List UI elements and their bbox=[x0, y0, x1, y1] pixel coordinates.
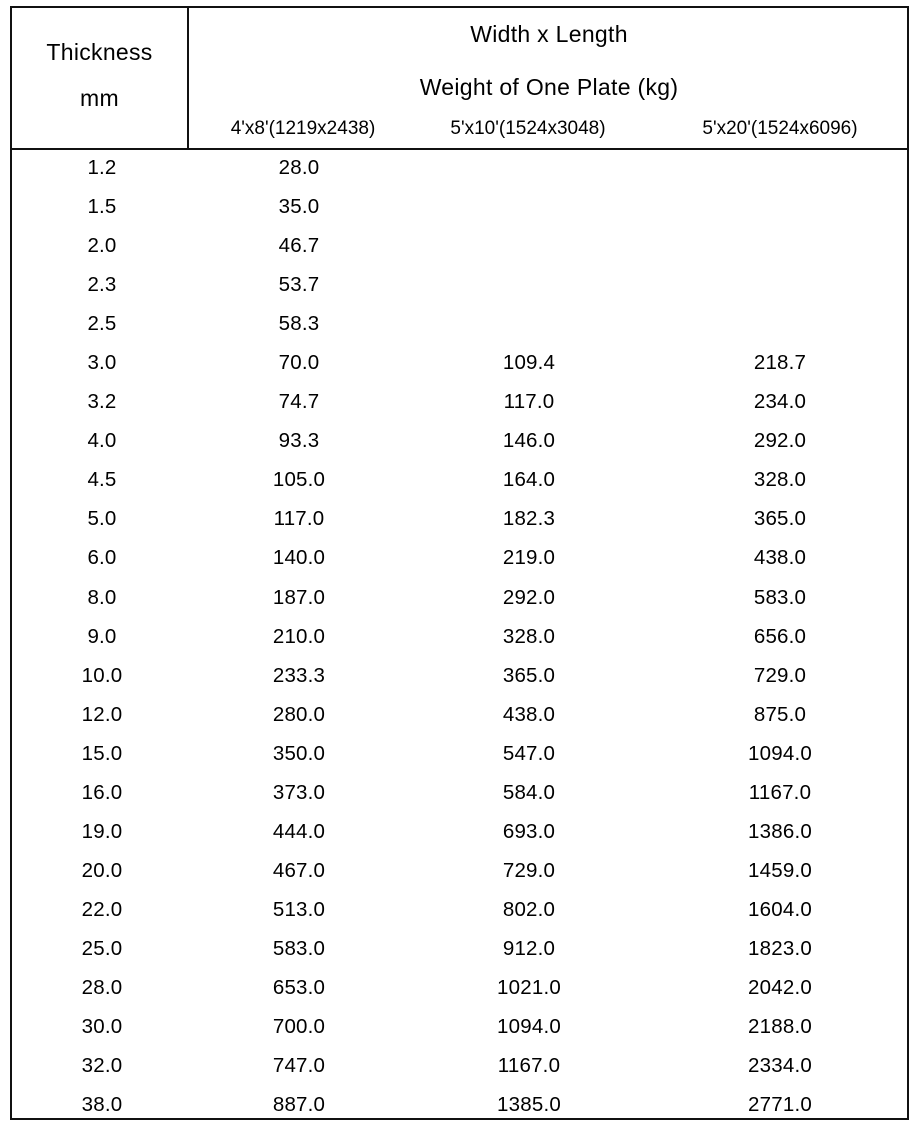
size-group-subtitle: Weight of One Plate (kg) bbox=[419, 74, 679, 100]
weight-5x20-cell: 729.0 bbox=[753, 663, 807, 687]
thickness-cell: 10.0 bbox=[81, 663, 123, 687]
weight-4x8-cell: 74.7 bbox=[278, 390, 320, 414]
weight-4x8-cell: 653.0 bbox=[272, 975, 326, 999]
thickness-cell: 15.0 bbox=[81, 741, 123, 765]
weight-4x8-cell: 28.0 bbox=[278, 156, 320, 179]
thickness-cell: 28.0 bbox=[81, 975, 123, 999]
weight-4x8-cell: 93.3 bbox=[278, 429, 320, 453]
thickness-cell: 2.0 bbox=[87, 234, 117, 258]
weight-4x8-cell: 513.0 bbox=[272, 897, 326, 921]
weight-5x20-cell: 2334.0 bbox=[748, 1054, 812, 1078]
table-row bbox=[12, 540, 907, 579]
weight-4x8-cell: 700.0 bbox=[272, 1015, 326, 1039]
weight-4x8-cell: 140.0 bbox=[272, 546, 326, 570]
weight-5x20-cell: 218.7 bbox=[753, 351, 807, 375]
thickness-header-unit: mm bbox=[80, 85, 119, 111]
table-row bbox=[12, 580, 907, 619]
weight-5x10-cell: 802.0 bbox=[502, 897, 556, 921]
weight-4x8-cell: 35.0 bbox=[278, 195, 320, 219]
thickness-cell: 3.2 bbox=[87, 390, 117, 414]
table-row bbox=[12, 970, 907, 1009]
weight-5x20-cell: 1459.0 bbox=[748, 858, 812, 882]
weight-5x10-cell: 1021.0 bbox=[497, 975, 561, 999]
weight-4x8-cell: 187.0 bbox=[272, 585, 326, 609]
weight-5x10-cell: 438.0 bbox=[502, 702, 556, 726]
size-group-header bbox=[189, 8, 909, 148]
size-group-title: Width x Length bbox=[470, 21, 628, 47]
weight-5x10-cell: 182.3 bbox=[502, 507, 556, 531]
thickness-cell: 19.0 bbox=[81, 819, 123, 843]
thickness-cell: 5.0 bbox=[87, 507, 117, 531]
weight-5x20-cell: 365.0 bbox=[753, 507, 807, 531]
weight-5x10-cell: 693.0 bbox=[502, 819, 556, 843]
weight-5x10-cell: 547.0 bbox=[502, 741, 556, 765]
thickness-cell: 32.0 bbox=[81, 1054, 123, 1078]
weight-5x10-cell: 328.0 bbox=[502, 624, 556, 648]
table-row bbox=[12, 697, 907, 736]
weight-5x20-cell: 2042.0 bbox=[748, 975, 812, 999]
plate-weight-table bbox=[10, 6, 909, 1120]
thickness-cell: 4.0 bbox=[87, 429, 117, 453]
weight-4x8-cell: 233.3 bbox=[272, 663, 326, 687]
thickness-cell: 38.0 bbox=[81, 1093, 123, 1117]
weight-5x10-cell: 1094.0 bbox=[497, 1015, 561, 1039]
thickness-cell: 25.0 bbox=[81, 936, 123, 960]
table-row bbox=[12, 462, 907, 501]
table-row bbox=[12, 267, 907, 306]
thickness-cell: 4.5 bbox=[87, 468, 117, 492]
column-header-4x8: 4'x8'(1219x2438) bbox=[230, 118, 376, 139]
table-row bbox=[12, 658, 907, 697]
weight-5x10-cell: 365.0 bbox=[502, 663, 556, 687]
weight-4x8-cell: 747.0 bbox=[272, 1054, 326, 1078]
weight-4x8-cell: 583.0 bbox=[272, 936, 326, 960]
table-row bbox=[12, 1048, 907, 1087]
table-row bbox=[12, 892, 907, 931]
weight-5x20-cell: 656.0 bbox=[753, 624, 807, 648]
thickness-cell: 2.3 bbox=[87, 273, 117, 297]
table-row bbox=[12, 775, 907, 814]
table-row bbox=[12, 1087, 907, 1126]
weight-5x10-cell: 117.0 bbox=[503, 390, 555, 414]
thickness-header bbox=[12, 8, 189, 148]
weight-4x8-cell: 373.0 bbox=[272, 780, 326, 804]
weight-5x20-cell: 1386.0 bbox=[748, 819, 812, 843]
column-header-5x20: 5'x20'(1524x6096) bbox=[702, 118, 858, 139]
table-row bbox=[12, 189, 907, 228]
table-row bbox=[12, 228, 907, 267]
weight-5x20-cell: 1167.0 bbox=[748, 780, 812, 804]
weight-5x10-cell: 729.0 bbox=[502, 858, 556, 882]
thickness-cell: 30.0 bbox=[81, 1015, 123, 1039]
thickness-cell: 1.2 bbox=[87, 156, 117, 179]
weight-5x20-cell: 2188.0 bbox=[748, 1015, 812, 1039]
weight-4x8-cell: 58.3 bbox=[278, 312, 320, 336]
thickness-header-label: Thickness bbox=[46, 39, 153, 65]
weight-5x10-cell: 146.0 bbox=[502, 429, 556, 453]
weight-5x10-cell: 584.0 bbox=[502, 780, 556, 804]
table-body bbox=[12, 150, 907, 1126]
weight-5x10-cell: 912.0 bbox=[502, 936, 556, 960]
table-row bbox=[12, 619, 907, 658]
thickness-cell: 16.0 bbox=[81, 780, 123, 804]
thickness-cell: 22.0 bbox=[81, 897, 123, 921]
weight-5x20-cell: 292.0 bbox=[753, 429, 807, 453]
weight-4x8-cell: 53.7 bbox=[278, 273, 320, 297]
thickness-cell: 20.0 bbox=[81, 858, 123, 882]
weight-5x20-cell: 583.0 bbox=[753, 585, 807, 609]
weight-5x20-cell: 2771.0 bbox=[748, 1093, 812, 1117]
table-row bbox=[12, 1009, 907, 1048]
table-row bbox=[12, 853, 907, 892]
thickness-cell: 1.5 bbox=[87, 195, 117, 219]
table-row bbox=[12, 423, 907, 462]
weight-4x8-cell: 210.0 bbox=[272, 624, 326, 648]
table-row bbox=[12, 384, 907, 423]
weight-4x8-cell: 105.0 bbox=[272, 468, 326, 492]
weight-4x8-cell: 350.0 bbox=[272, 741, 326, 765]
weight-5x20-cell: 1604.0 bbox=[748, 897, 812, 921]
weight-5x10-cell: 219.0 bbox=[502, 546, 556, 570]
weight-5x20-cell: 1823.0 bbox=[748, 936, 812, 960]
weight-5x20-cell: 875.0 bbox=[753, 702, 807, 726]
column-header-5x10: 5'x10'(1524x3048) bbox=[450, 118, 606, 139]
weight-5x10-cell: 1385.0 bbox=[497, 1093, 561, 1117]
weight-5x20-cell: 1094.0 bbox=[748, 741, 812, 765]
table-row bbox=[12, 345, 907, 384]
thickness-cell: 12.0 bbox=[81, 702, 123, 726]
thickness-cell: 9.0 bbox=[87, 624, 117, 648]
weight-5x20-cell: 328.0 bbox=[753, 468, 807, 492]
weight-4x8-cell: 46.7 bbox=[278, 234, 320, 258]
thickness-cell: 2.5 bbox=[87, 312, 117, 336]
weight-4x8-cell: 70.0 bbox=[278, 351, 320, 375]
table-row bbox=[12, 150, 907, 189]
weight-5x10-cell: 1167.0 bbox=[497, 1054, 561, 1078]
weight-4x8-cell: 117.0 bbox=[273, 507, 325, 531]
weight-4x8-cell: 444.0 bbox=[272, 819, 326, 843]
weight-5x10-cell: 164.0 bbox=[502, 468, 556, 492]
table-row bbox=[12, 501, 907, 540]
table-row bbox=[12, 814, 907, 853]
weight-4x8-cell: 887.0 bbox=[272, 1093, 326, 1117]
weight-4x8-cell: 280.0 bbox=[272, 702, 326, 726]
thickness-cell: 8.0 bbox=[87, 585, 117, 609]
weight-5x10-cell: 109.4 bbox=[502, 351, 556, 375]
weight-5x20-cell: 234.0 bbox=[753, 390, 807, 414]
table-row bbox=[12, 306, 907, 345]
table-row bbox=[12, 931, 907, 970]
thickness-cell: 3.0 bbox=[87, 351, 117, 375]
weight-5x20-cell: 438.0 bbox=[753, 546, 807, 570]
table-row bbox=[12, 736, 907, 775]
weight-4x8-cell: 467.0 bbox=[272, 858, 326, 882]
weight-5x10-cell: 292.0 bbox=[502, 585, 556, 609]
thickness-cell: 6.0 bbox=[87, 546, 117, 570]
